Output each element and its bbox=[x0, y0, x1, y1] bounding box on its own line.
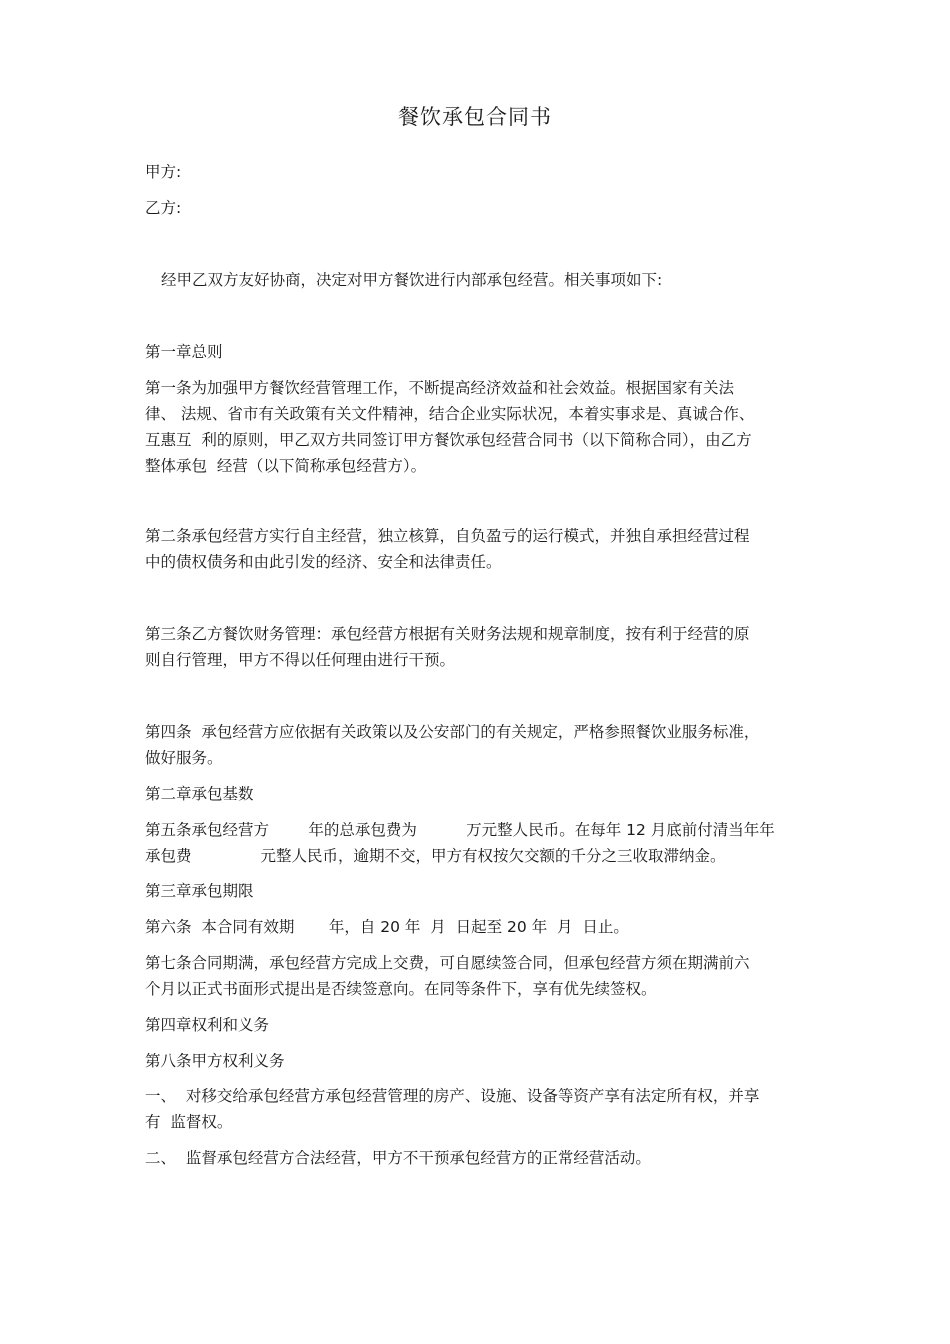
chapter-1-heading: 第一章总则 bbox=[145, 343, 223, 361]
article-4-line-1: 第四条 承包经营方应依据有关政策以及公安部门的有关规定，严格参照餐饮业服务标准， bbox=[145, 723, 760, 741]
article-2-line-1: 第二条承包经营方实行自主经营，独立核算，自负盈亏的运行模式，并独自承担经营过程 bbox=[145, 527, 750, 545]
article-3-line-1: 第三条乙方餐饮财务管理：承包经营方根据有关财务法规和规章制度，按有利于经营的原 bbox=[145, 625, 750, 643]
article-7-line-2: 个月以正式书面形式提出是否续签意向。在同等条件下，享有优先续签权。 bbox=[145, 980, 657, 998]
article-1-line-3: 互惠互 利的原则，甲乙双方共同签订甲方餐饮承包经营合同书（以下简称合同），由乙方 bbox=[145, 431, 752, 449]
document-title: 餐饮承包合同书 bbox=[398, 105, 552, 129]
intro-paragraph: 经甲乙双方友好协商，决定对甲方餐饮进行内部承包经营。相关事项如下: bbox=[161, 271, 663, 289]
item-1-line-1: 一、 对移交给承包经营方承包经营管理的房产、设施、设备等资产享有法定所有权，并享 bbox=[145, 1087, 760, 1105]
article-5-line-2: 承包费 元整人民币，逾期不交，甲方有权按欠交额的千分之三收取滞纳金。 bbox=[145, 847, 726, 865]
chapter-3-heading: 第三章承包期限 bbox=[145, 882, 254, 900]
item-1-line-2: 有 监督权。 bbox=[145, 1113, 233, 1131]
chapter-4-heading: 第四章权利和义务 bbox=[145, 1016, 270, 1034]
item-2: 二、 监督承包经营方合法经营，甲方不干预承包经营方的正常经营活动。 bbox=[145, 1149, 651, 1167]
article-6: 第六条 本合同有效期 年，自 20 年 月 日起至 20 年 月 日止。 bbox=[145, 918, 629, 936]
article-8-heading: 第八条甲方权利义务 bbox=[145, 1052, 285, 1070]
article-5-line-1: 第五条承包经营方 年的总承包费为 万元整人民币。在每年 12 月底前付清当年年 bbox=[145, 821, 775, 839]
article-3-line-2: 则自行管理，甲方不得以任何理由进行干预。 bbox=[145, 651, 456, 669]
article-1-line-2: 律、 法规、省市有关政策有关文件精神，结合企业实际状况，本着实事求是、真诚合作、 bbox=[145, 405, 755, 423]
article-4-line-2: 做好服务。 bbox=[145, 749, 223, 767]
article-7-line-1: 第七条合同期满，承包经营方完成上交费，可自愿续签合同，但承包经营方须在期满前六 bbox=[145, 954, 750, 972]
chapter-2-heading: 第二章承包基数 bbox=[145, 785, 254, 803]
article-1-line-4: 整体承包 经营（以下简称承包经营方）。 bbox=[145, 457, 427, 475]
party-a-line: 甲方: bbox=[145, 163, 182, 181]
article-2-line-2: 中的债权债务和由此引发的经济、安全和法律责任。 bbox=[145, 553, 502, 571]
party-b-line: 乙方: bbox=[145, 199, 182, 217]
article-1-line-1: 第一条为加强甲方餐饮经营管理工作，不断提高经济效益和社会效益。根据国家有关法 bbox=[145, 379, 735, 397]
